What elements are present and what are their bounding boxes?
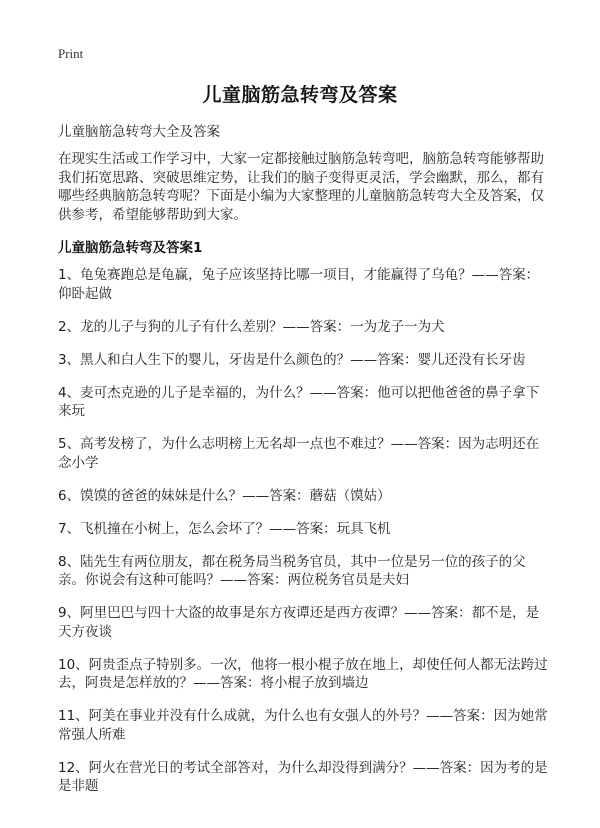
riddle-item: 3、黑人和白人生下的婴儿，牙齿是什么颜色的？——答案：婴儿还没有长牙齿 bbox=[58, 351, 526, 368]
print-link[interactable]: Print bbox=[58, 46, 84, 61]
riddle-list bbox=[58, 266, 548, 810]
intro-paragraph: 在现实生活或工作学习中，大家一定都接触过脑筋急转弯吧，脑筋急转弯能够帮助我们拓宽思路、突破思维定势，让我们的脑子变得更灵活，学会幽默，那么，都有哪些经典脑筋急转弯呢？下面是小编为大家整理的儿童脑筋急转弯大全及答案，仅供参考，希望能够帮助到大家。 bbox=[58, 151, 544, 223]
riddle-item: 9、阿里巴巴与四十大盗的故事是东方夜谭还是西方夜谭？——答案：都不是，是天方夜谈 bbox=[58, 605, 540, 640]
riddle-item: 12、阿火在营光日的考试全部答对，为什么却没得到满分？——答案：因为考的是是非题 bbox=[58, 759, 548, 794]
section-heading: 儿童脑筋急转弯及答案1 bbox=[58, 240, 203, 256]
page-title: 儿童脑筋急转弯及答案 bbox=[202, 84, 398, 106]
riddle-item: 6、馍馍的爸爸的妹妹是什么？——答案：蘑菇（馍姑） bbox=[58, 487, 391, 504]
riddle-item: 5、高考发榜了，为什么志明榜上无名却一点也不难过？——答案：因为志明还在念小学 bbox=[58, 436, 540, 471]
riddle-item: 8、陆先生有两位朋友，都在税务局当税务官员，其中一位是另一位的孩子的父亲。你说会有这种可能吗？——答案：两位税务官员是夫妇 bbox=[58, 553, 526, 588]
article-subtitle: 儿童脑筋急转弯大全及答案 bbox=[58, 124, 220, 140]
riddle-item: 7、飞机撞在小树上，怎么会坏了？——答案：玩具飞机 bbox=[58, 520, 391, 537]
riddle-item: 10、阿贵歪点子特别多。一次，他将一根小棍子放在地上，却使任何人都无法跨过去，阿贵是怎样放的？——答案：将小棍子放到墙边 bbox=[58, 656, 548, 691]
riddle-item: 1、龟兔赛跑总是龟赢，兔子应该坚持比哪一项目，才能赢得了乌龟？——答案：仰卧起做 bbox=[58, 267, 540, 302]
riddle-item: 4、麦可杰克逊的儿子是幸福的，为什么？——答案：他可以把他爸爸的鼻子拿下来玩 bbox=[58, 384, 540, 419]
riddle-item: 2、龙的儿子与狗的儿子有什么差别？——答案：一为龙子一为犬 bbox=[58, 318, 445, 335]
riddle-item: 11、阿美在事业并没有什么成就，为什么也有女强人的外号？——答案：因为她常常强人所难 bbox=[58, 708, 548, 743]
